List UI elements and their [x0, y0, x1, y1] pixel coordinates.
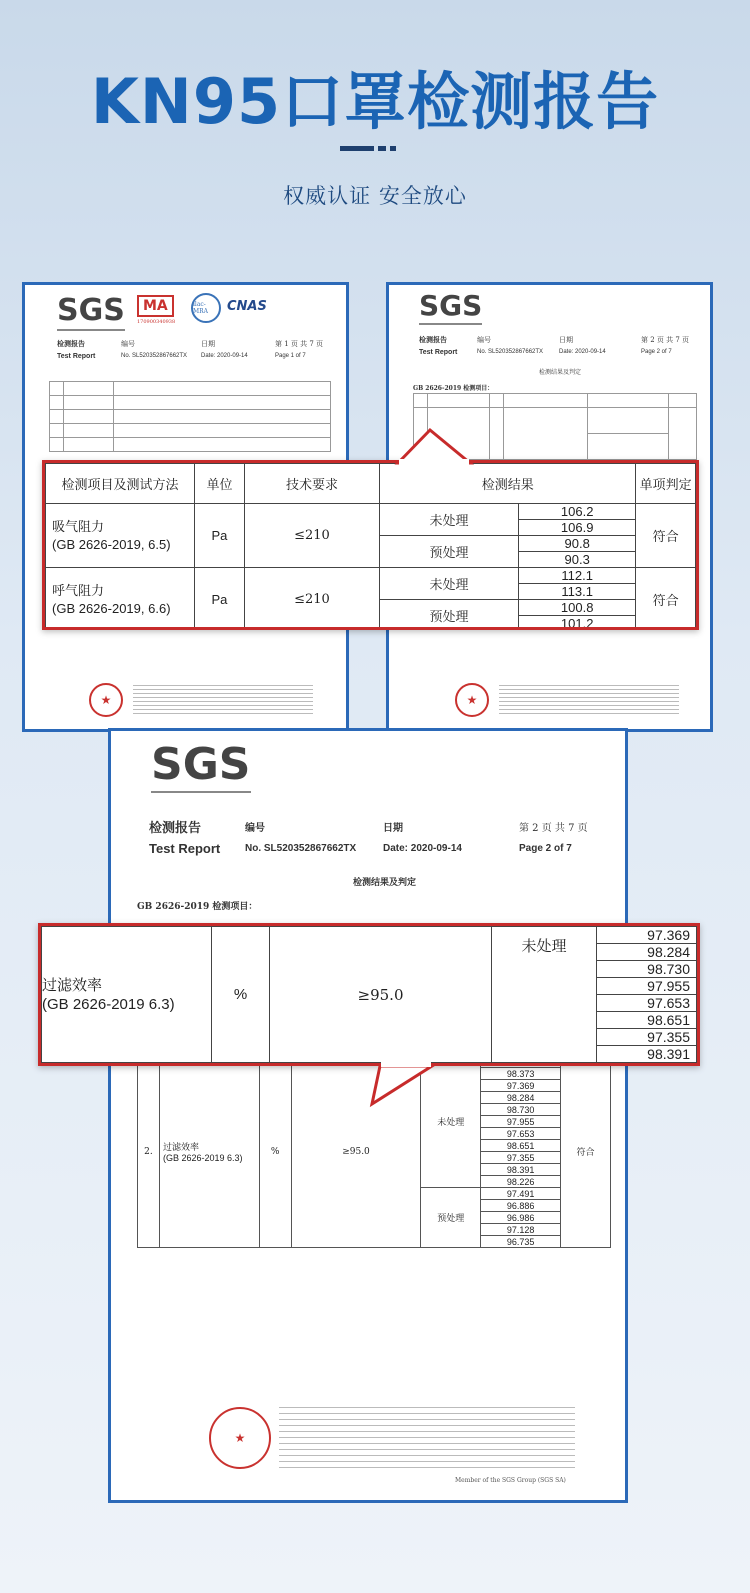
verdict-cell: 符合: [636, 568, 696, 631]
test-item-name: 呼气阻力: [52, 583, 105, 599]
result-value: 100.8: [519, 600, 636, 616]
callout-pointer-resistance: [398, 430, 470, 463]
report-label-en: Test Report: [419, 349, 458, 356]
sgs-logo: SGS: [151, 739, 251, 790]
sgs-logo: SGS: [57, 293, 125, 328]
result-value: 98.391: [481, 1164, 561, 1176]
report-date: Date: 2020-09-14: [383, 843, 462, 854]
report-label-cn: 检测报告: [149, 821, 202, 836]
report-label-cn: 检测报告: [419, 335, 447, 344]
report-no-label: 编号: [477, 336, 491, 344]
requirement-cell: ≤210: [244, 568, 379, 631]
report-number: No. SL520352867662TX: [477, 349, 544, 355]
test-item-name: 吸气阻力: [52, 519, 105, 535]
ma-number: 170900340938: [137, 319, 176, 325]
result-value: 97.491: [481, 1188, 561, 1200]
result-value: 98.284: [481, 1092, 561, 1104]
result-value: 97.369: [597, 927, 697, 944]
unit-cell: %: [259, 1056, 291, 1248]
col-header-requirement: 技术要求: [244, 464, 379, 504]
report-number: No. SL520352867662TX: [245, 843, 357, 854]
standard-heading: GB 2626-2019 检测项目：: [413, 385, 494, 392]
result-value: 112.1: [519, 568, 636, 584]
report-page-cn: 第 2 页 共 7 页: [519, 823, 588, 834]
result-value: 96.735: [481, 1236, 561, 1248]
ma-cert-logo: MA: [137, 295, 174, 317]
report-page-en: Page 1 of 7: [275, 353, 306, 359]
result-value: 97.355: [597, 1029, 697, 1046]
result-value: 98.391: [597, 1046, 697, 1063]
requirement-cell: ≤210: [244, 504, 379, 568]
result-value: 106.9: [519, 520, 636, 536]
result-value: 97.355: [481, 1152, 561, 1164]
report-label-en: Test Report: [149, 841, 221, 856]
test-item-method: (GB 2626-2019, 6.6): [52, 600, 171, 616]
verdict-cell: 符合: [561, 1056, 611, 1248]
result-value: 97.369: [481, 1080, 561, 1092]
report-date-label: 日期: [383, 823, 403, 834]
test-item-name: 过滤效率: [162, 1143, 199, 1153]
col-header-verdict: 单项判定: [636, 464, 696, 504]
result-value: 98.373: [481, 1068, 561, 1080]
report-page-en: Page 2 of 7: [519, 843, 572, 854]
callout-pointer-mask: [399, 459, 469, 465]
result-value: 97.955: [481, 1116, 561, 1128]
result-value: 97.955: [597, 978, 697, 995]
sgs-logo: SGS: [419, 289, 483, 322]
result-value: 98.651: [597, 1012, 697, 1029]
result-value: 98.284: [597, 944, 697, 961]
report-page-cn: 第 1 页 共 7 页: [275, 340, 324, 348]
result-value: 97.653: [481, 1128, 561, 1140]
result-value: 106.2: [519, 504, 636, 520]
result-value: 97.653: [597, 995, 697, 1012]
callout-pointer-mask: [381, 1061, 431, 1067]
unit-cell: Pa: [195, 568, 245, 631]
untreated-label: 未处理: [421, 1056, 481, 1188]
requirement-cell: ≥95.0: [270, 927, 492, 1063]
report-number: No. SL520352867662TX: [121, 353, 188, 359]
result-value: 98.651: [481, 1140, 561, 1152]
result-value: 96.986: [481, 1212, 561, 1224]
standard-heading: GB 2626-2019 检测项目：: [137, 902, 258, 912]
result-value: 98.730: [597, 961, 697, 978]
col-header-result: 检测结果: [380, 464, 636, 504]
report-date-label: 日期: [201, 340, 215, 348]
report-date-label: 日期: [559, 336, 573, 344]
ilac-logo: ilac-MRA: [191, 293, 221, 323]
test-item-method: (GB 2626-2019 6.3): [42, 995, 175, 1013]
report-page-cn: 第 2 页 共 7 页: [641, 336, 690, 344]
index-cell: 2.: [138, 1056, 160, 1248]
untreated-label: 未处理: [380, 504, 519, 536]
result-value: 97.128: [481, 1224, 561, 1236]
verdict-cell: 符合: [636, 504, 696, 568]
result-heading: 检测结果及判定: [353, 878, 417, 888]
col-header-item: 检测项目及测试方法: [46, 464, 195, 504]
report-label-en: Test Report: [57, 353, 96, 360]
report-no-label: 编号: [245, 823, 265, 834]
page-subtitle: 权威认证 安全放心: [283, 184, 467, 208]
pretreated-label: 预处理: [421, 1188, 481, 1248]
pretreated-label: 预处理: [380, 536, 519, 568]
report-no-label: 编号: [121, 340, 135, 348]
result-value: 96.886: [481, 1200, 561, 1212]
pretreated-label: 预处理: [380, 600, 519, 631]
report-label-cn: 检测报告: [57, 339, 85, 348]
report-page-en: Page 2 of 7: [641, 349, 672, 355]
result-value: 101.2: [519, 616, 636, 631]
untreated-label: 未处理: [380, 568, 519, 600]
test-item-method: (GB 2626-2019 6.3): [162, 1153, 243, 1163]
result-value: 90.8: [519, 536, 636, 552]
result-value: 98.730: [481, 1104, 561, 1116]
requirement-cell: ≥95.0: [291, 1056, 421, 1248]
report-date: Date: 2020-09-14: [201, 353, 248, 359]
report-date: Date: 2020-09-14: [559, 349, 606, 355]
callout-pointer-filtration: [372, 1066, 432, 1104]
untreated-label: 未处理: [492, 927, 597, 1063]
result-value: 98.226: [481, 1176, 561, 1188]
unit-cell: %: [212, 927, 270, 1063]
unit-cell: Pa: [195, 504, 245, 568]
result-heading: 检测结果及判定: [539, 369, 582, 376]
result-value: 113.1: [519, 584, 636, 600]
page-title: KN95口罩检测报告: [90, 65, 660, 138]
result-value: 90.3: [519, 552, 636, 568]
member-line: Member of the SGS Group (SGS SA): [455, 1477, 566, 1484]
test-item-method: (GB 2626-2019, 6.5): [52, 536, 171, 552]
test-item-name: 过滤效率: [42, 975, 103, 994]
col-header-unit: 单位: [195, 464, 245, 504]
cnas-logo: CNAS: [227, 299, 267, 314]
